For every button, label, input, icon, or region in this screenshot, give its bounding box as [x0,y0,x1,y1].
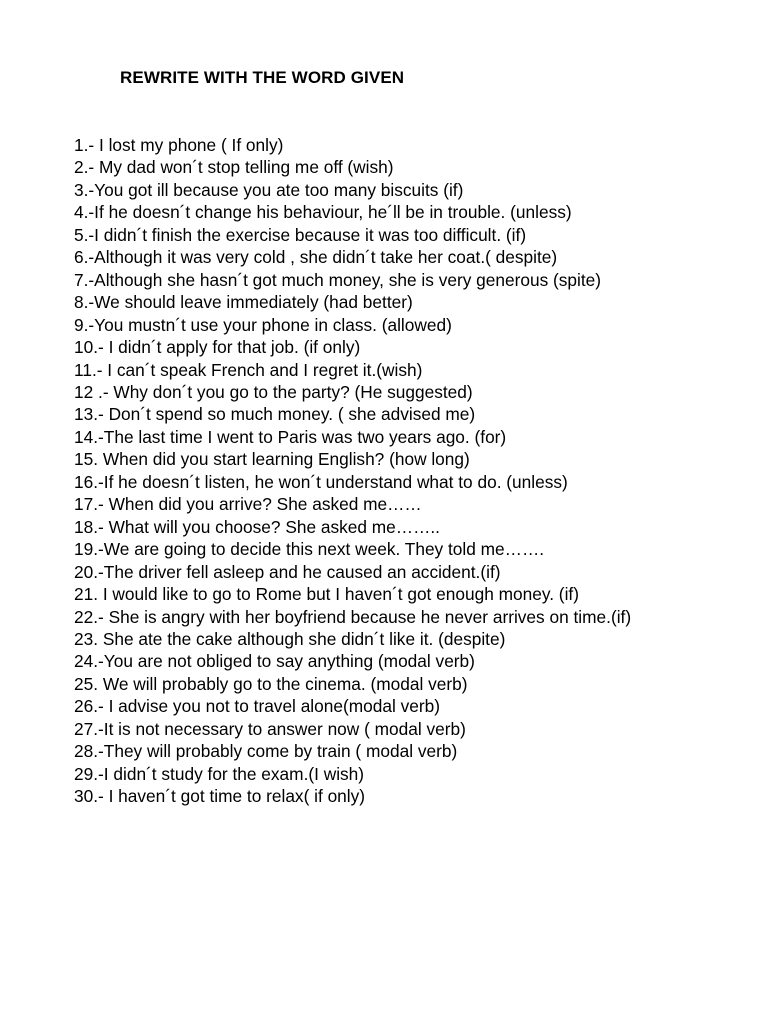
list-item: 14.-The last time I went to Paris was two years ago. (for) [74,426,507,447]
list-item: 18.- What will you choose? She asked me…….. [74,516,440,537]
list-item: 27.-It is not necessary to answer now ( modal verb) [74,718,466,739]
list-item: 6.-Although it was very cold , she didn´t take her coat.( despite) [74,247,558,268]
list-item: 3.-You got ill because you ate too many biscuits (if) [74,179,464,200]
list-item: 24.-You are not obliged to say anything (modal verb) [74,651,475,672]
list-item: 21. I would like to go to Rome but I haven´t got enough money. (if) [74,584,579,605]
list-item: 5.-I didn´t finish the exercise because it was too difficult. (if) [74,224,527,245]
list-item: 7.-Although she hasn´t got much money, she is very generous (spite) [74,269,602,290]
list-item: 1.- I lost my phone ( If only) [74,135,284,155]
list-item: 10.- I didn´t apply for that job. (if only) [74,337,361,358]
document-title: REWRITE WITH THE WORD GIVEN [120,68,405,87]
list-item: 25. We will probably go to the cinema. (modal verb) [74,673,468,694]
list-item: 15. When did you start learning English? (how long) [74,449,470,470]
exercise-list [74,134,694,808]
list-item: 30.- I haven´t got time to relax( if only) [74,786,366,807]
list-item: 11.- I can´t speak French and I regret it.(wish) [74,359,423,380]
list-item: 26.- I advise you not to travel alone(modal verb) [74,696,440,717]
list-item: 29.-I didn´t study for the exam.(I wish) [74,763,365,784]
list-item: 4.-If he doesn´t change his behaviour, he´ll be in trouble. (unless) [74,202,572,223]
list-item: 2.- My dad won´t stop telling me off (wish) [74,157,394,178]
list-item: 20.-The driver fell asleep and he caused an accident.(if) [74,561,501,582]
list-item: 28.-They will probably come by train ( modal verb) [74,741,458,762]
list-item: 22.- She is angry with her boyfriend because he never arrives on time.(if) [74,606,632,627]
list-item: 12 .- Why don´t you go to the party? (He suggested) [74,381,473,402]
list-item: 19.-We are going to decide this next week. They told me……. [74,539,545,560]
list-item: 16.-If he doesn´t listen, he won´t understand what to do. (unless) [74,471,568,492]
list-item: 8.-We should leave immediately (had better) [74,292,413,313]
list-item: 17.- When did you arrive? She asked me…… [74,494,422,515]
list-item: 23. She ate the cake although she didn´t like it. (despite) [74,628,506,649]
list-item: 9.-You mustn´t use your phone in class. (allowed) [74,314,452,335]
list-item: 13.- Don´t spend so much money. ( she advised me) [74,404,476,425]
